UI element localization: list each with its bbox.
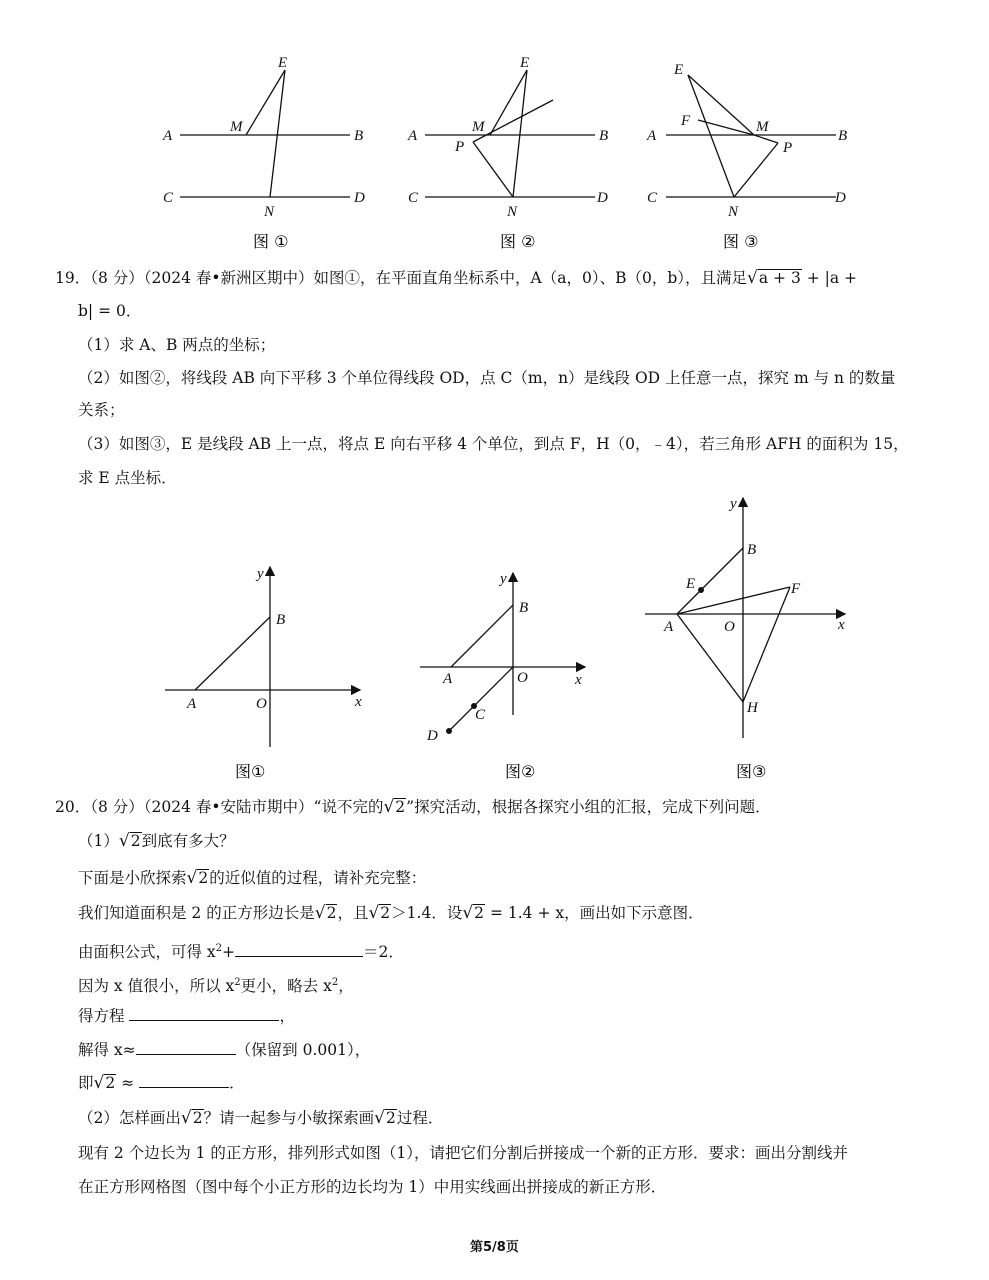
answer-blank[interactable]	[136, 1040, 236, 1055]
axis-x: x	[575, 672, 582, 688]
text: = 1.4 + x，画出如下示意图．	[489, 904, 704, 922]
answer-blank[interactable]	[129, 1006, 279, 1021]
q20-header-text: 20．（8 分）（2024 春•安陆市期中）“说不完的	[55, 798, 384, 816]
label-B: B	[354, 128, 364, 144]
label-B: B	[747, 542, 757, 558]
text: （2）怎样画出	[78, 1109, 181, 1127]
figure-caption: 图②	[505, 762, 536, 781]
text: 我们知道面积是 2 的正方形边长是	[78, 904, 315, 922]
q19-figure-1	[155, 555, 375, 785]
label-D: D	[835, 190, 846, 206]
figure-caption: 图①	[235, 762, 266, 781]
label-B: B	[276, 612, 286, 628]
page-number: 第5/8页	[470, 1240, 519, 1255]
sqrt-2: 2	[192, 1109, 203, 1127]
label-C: C	[408, 190, 419, 206]
q20-line11: 在正方形网格图（图中每个小正方形的边长均为 1）中用实线画出拼接成的新正方形．	[78, 1178, 667, 1196]
label-C: C	[647, 190, 658, 206]
text: 由面积公式，可得 x	[78, 943, 216, 962]
text: 即	[78, 1074, 94, 1092]
q19-header: 19．（8 分）（2024 春•新洲区期中）如图①，在平面直角坐标系中，A（a，0）、B（0，b），且满足√a + 3 + |a +	[55, 268, 858, 288]
sqrt-2: 2	[130, 832, 141, 850]
label-O: O	[724, 619, 735, 635]
q20-part2: （2）怎样画出√2？请一起参与小敏探索画√2过程．	[78, 1108, 444, 1128]
label-D: D	[427, 728, 438, 744]
text: 更小，略去 x	[240, 977, 332, 996]
text: ，	[279, 1007, 295, 1025]
label-M: M	[230, 119, 243, 135]
axis-x: x	[838, 617, 845, 633]
axis-y: y	[730, 496, 737, 512]
text: ＞1.4．设	[391, 904, 463, 922]
q20-line5	[78, 973, 354, 996]
sqrt-expression: a + 3	[758, 269, 801, 287]
q19-figure-3	[640, 490, 855, 785]
sqrt-2: 2	[395, 798, 406, 816]
sqrt-2: 2	[105, 1074, 116, 1092]
text: ≈	[121, 1074, 135, 1092]
q19-header-suffix: + |a +	[806, 269, 858, 287]
label-E: E	[278, 55, 288, 71]
text: 下面是小欣探索	[78, 869, 187, 887]
q20-part1: （1）√2到底有多大？	[78, 831, 235, 851]
label-N: N	[264, 204, 275, 220]
top-figure-2	[395, 50, 625, 255]
label-D: D	[597, 190, 608, 206]
label-P: P	[783, 140, 793, 156]
sqrt-2: 2	[474, 904, 485, 922]
q19-header-text: 19．（8 分）（2024 春•新洲区期中）如图①，在平面直角坐标系中，A（a，0）、B（0，b），且满足	[55, 269, 748, 287]
label-A: A	[408, 128, 418, 144]
text: 过程．	[396, 1109, 444, 1127]
q19-part3-line1: （3）如图③，E 是线段 AB 上一点，将点 E 向右平移 4 个单位，到点 F，H（0，﹣4），若三角形 AFH 的面积为 15，	[78, 435, 909, 453]
q20-line4	[78, 939, 404, 962]
text: 得方程	[78, 1007, 125, 1025]
q20-line3: 我们知道面积是 2 的正方形边长是√2，且√2＞1.4．设√2 = 1.4 + x，画出如下示意图．	[78, 903, 704, 923]
text: ．	[229, 1074, 245, 1092]
label-M: M	[472, 119, 485, 135]
label-B: B	[519, 600, 529, 616]
label-A: A	[443, 671, 453, 687]
q19-figure-2	[415, 565, 605, 785]
q19-line2: b| = 0．	[78, 302, 142, 320]
label-B: B	[838, 128, 848, 144]
text: 解得 x≈	[78, 1041, 136, 1059]
q19-part2-line1: （2）如图②，将线段 AB 向下平移 3 个单位得线段 OD，点 C（m，n）是线段 OD 上任意一点，探究 m 与 n 的数量	[78, 369, 896, 387]
superscript: 2	[331, 977, 339, 988]
answer-blank[interactable]	[235, 942, 363, 957]
label-E: E	[686, 576, 696, 592]
text: ，且	[337, 904, 369, 922]
label-H: H	[747, 700, 758, 716]
answer-blank[interactable]	[139, 1073, 229, 1088]
q19-part1: （1）求 A、B 两点的坐标；	[78, 336, 276, 354]
text: 因为 x 值很小，所以 x	[78, 977, 235, 996]
top-figure-1	[150, 50, 380, 255]
label-D: D	[354, 190, 365, 206]
top-figure-3	[636, 50, 866, 255]
figure-caption: 图 ①	[253, 232, 289, 251]
figure-caption: 图 ③	[723, 232, 759, 251]
q20-line7	[78, 1040, 370, 1060]
text: +	[222, 943, 236, 962]
label-A: A	[163, 128, 173, 144]
text: 的近似值的过程，请补充完整：	[209, 869, 427, 887]
q20-header: 20．（8 分）（2024 春•安陆市期中）“说不完的√2”探究活动，根据各探究小组的汇报，完成下列问题．	[55, 797, 771, 817]
q19-part3-line2: 求 E 点坐标．	[78, 469, 177, 487]
label-O: O	[256, 696, 267, 712]
label-A: A	[664, 619, 674, 635]
label-P: P	[455, 139, 465, 155]
label-O: O	[517, 670, 528, 686]
q19-part2-line2: 关系；	[78, 401, 125, 419]
sqrt-2: 2	[385, 1109, 396, 1127]
text: 到底有多大？	[141, 832, 235, 850]
sqrt-2: 2	[380, 904, 391, 922]
label-E: E	[520, 55, 530, 71]
label-C: C	[163, 190, 174, 206]
label-B: B	[599, 128, 609, 144]
label-N: N	[728, 204, 739, 220]
figure-caption: 图③	[736, 762, 767, 781]
label-A: A	[187, 696, 197, 712]
text: ？请一起参与小敏探索画	[203, 1109, 375, 1127]
label-A: A	[647, 128, 657, 144]
label-F: F	[791, 581, 801, 597]
text: ＝2．	[363, 943, 404, 962]
q20-line2: 下面是小欣探索√2的近似值的过程，请补充完整：	[78, 868, 427, 888]
figure-caption: 图 ②	[500, 232, 536, 251]
label-F: F	[681, 113, 691, 129]
axis-y: y	[257, 566, 264, 582]
label-N: N	[507, 204, 518, 220]
label-M: M	[756, 119, 769, 135]
sqrt-2: 2	[198, 869, 209, 887]
superscript: 2	[215, 943, 223, 954]
label-C: C	[475, 707, 486, 723]
q20-header-suffix: ”探究活动，根据各探究小组的汇报，完成下列问题．	[406, 798, 771, 816]
q20-line6	[78, 1006, 295, 1026]
q20-line10: 现有 2 个边长为 1 的正方形，排列形式如图（1），请把它们分割后拼接成一个新的正方形．要求：画出分割线并	[78, 1144, 849, 1162]
axis-y: y	[500, 571, 507, 587]
label-E: E	[674, 62, 684, 78]
q20-line8: 即√2 ≈ ．	[78, 1073, 245, 1093]
text: ，	[338, 977, 354, 996]
text: （保留到 0.001），	[235, 1041, 371, 1059]
axis-x: x	[355, 694, 362, 710]
sqrt-2: 2	[326, 904, 337, 922]
text: （1）	[78, 832, 119, 850]
superscript: 2	[234, 977, 241, 988]
